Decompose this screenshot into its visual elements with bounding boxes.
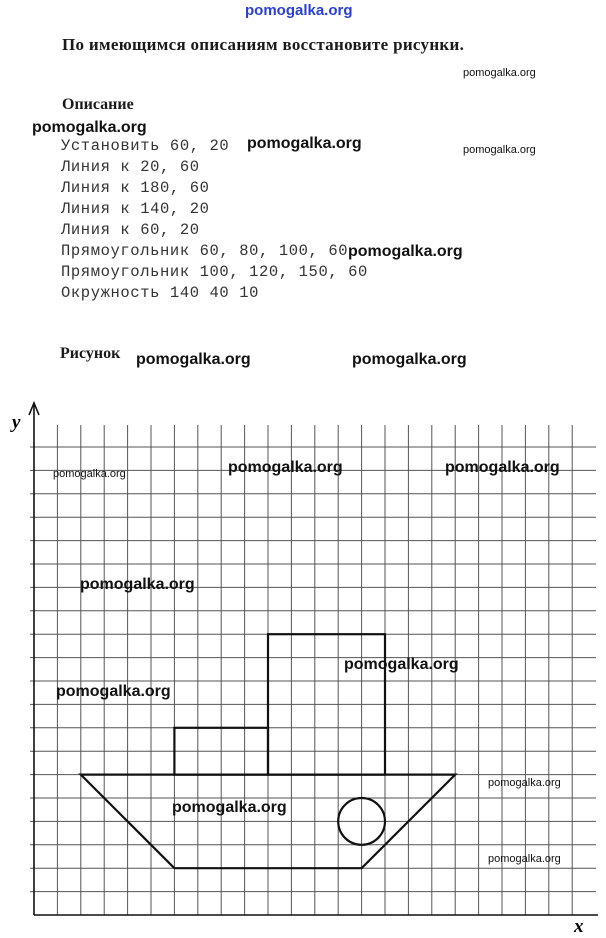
watermark: pomogalka.org — [445, 459, 560, 476]
watermark: pomogalka.org — [463, 144, 536, 156]
watermark: pomogalka.org — [172, 799, 287, 816]
watermark: pomogalka.org — [344, 656, 459, 673]
watermark: pomogalka.org — [53, 468, 126, 480]
watermark: pomogalka.org — [488, 853, 561, 865]
watermark: pomogalka.org — [32, 119, 147, 136]
watermark: pomogalka.org — [463, 67, 536, 79]
command-line: Линия к 140, 20 — [61, 200, 210, 218]
command-line: Прямоугольник 60, 80, 100, 60 — [61, 242, 349, 260]
figure-heading: Рисунок — [60, 345, 121, 362]
x-axis-label: x — [574, 916, 584, 937]
command-line: Установить 60, 20 — [61, 137, 230, 155]
watermark: pomogalka.org — [56, 683, 171, 700]
grid-lines — [30, 425, 596, 915]
watermark: pomogalka.org — [352, 351, 467, 368]
watermark: pomogalka.org — [136, 351, 251, 368]
watermark: pomogalka.org — [247, 135, 362, 152]
y-axis-label: y — [12, 412, 21, 433]
command-line: Линия к 20, 60 — [61, 158, 200, 176]
description-heading: Описание — [62, 96, 134, 113]
watermark: pomogalka.org — [228, 459, 343, 476]
command-line: Линия к 60, 20 — [61, 221, 200, 239]
watermark-top: pomogalka.org — [245, 2, 353, 19]
watermark: pomogalka.org — [488, 777, 561, 789]
watermark: pomogalka.org — [80, 576, 195, 593]
command-line: Линия к 180, 60 — [61, 179, 210, 197]
watermark: pomogalka.org — [348, 243, 463, 260]
command-line: Окружность 140 40 10 — [61, 284, 260, 302]
page-title: По имеющимся описаниям восстановите рисунки. — [62, 35, 465, 54]
command-line: Прямоугольник 100, 120, 150, 60 — [61, 263, 368, 281]
